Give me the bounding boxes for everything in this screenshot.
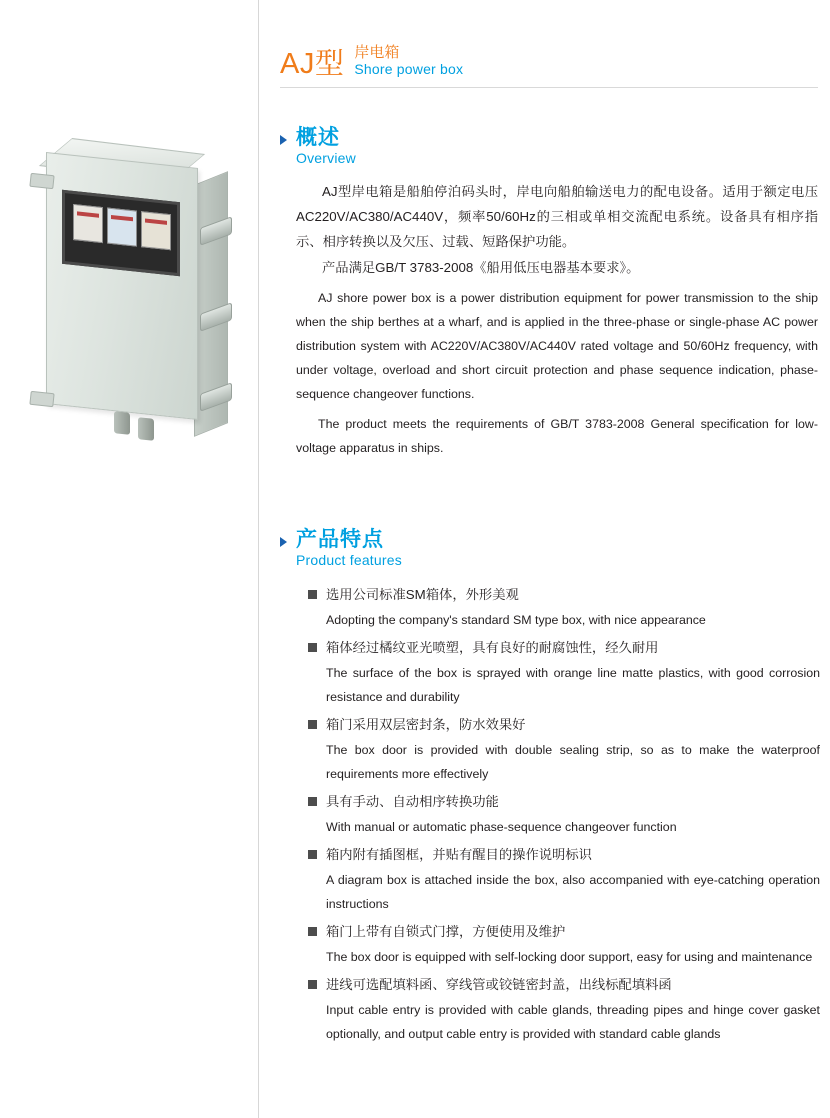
meter-bar xyxy=(111,215,133,221)
meter-bar xyxy=(77,211,99,217)
feature-text-en: The box door is equipped with self-locking door support, easy for using and maintenance xyxy=(326,950,813,965)
section-overview-title-en: Overview xyxy=(296,149,356,166)
meter-icon xyxy=(73,204,103,243)
feature-text-cn: 箱门采用双层密封条，防水效果好 xyxy=(326,717,526,733)
feature-text-en: The box door is provided with double sealing strip, so as to make the waterproof requirements more effectively xyxy=(326,743,820,782)
square-bullet-icon xyxy=(308,590,317,599)
feature-text-cn: 选用公司标准SM箱体，外形美观 xyxy=(326,587,519,603)
overview-paragraph-en-1: AJ shore power box is a power distribution equipment for power transmission to the ship when the ship berthes at a wharf, and is applied in the three-phase or single-phase AC power distribution system with AC220V/AC380V/AC440V rated voltage and 50/60Hz frequency, with under voltage, overload and short circuit protection and phase sequence indication, phase-sequence changeover functions. xyxy=(296,291,818,402)
feature-text-en: Adopting the company's standard SM type box, with nice appearance xyxy=(326,613,706,628)
triangle-right-icon xyxy=(280,537,287,547)
feature-text-cn: 箱体经过橘纹亚光喷塑，具有良好的耐腐蚀性，经久耐用 xyxy=(326,640,659,656)
overview-paragraph-en-2: The product meets the requirements of GB/T 3783-2008 General specification for low-voltage apparatus in ships. xyxy=(296,417,818,456)
overview-paragraph-cn-2: 产品满足GB/T 3783-2008《船用低压电器基本要求》。 xyxy=(322,260,640,276)
feature-cn-row xyxy=(308,583,820,607)
cable-gland-icon xyxy=(138,417,154,441)
feature-text-cn: 箱内附有插图框，并贴有醒目的操作说明标识 xyxy=(326,847,592,863)
section-features-titles xyxy=(296,528,402,569)
mounting-lug-icon xyxy=(29,391,54,407)
feature-cn-row xyxy=(308,636,820,660)
section-features xyxy=(280,528,818,1050)
product-model: AJ型 xyxy=(280,48,345,81)
cable-gland-icon xyxy=(114,411,130,435)
square-bullet-icon xyxy=(308,643,317,652)
square-bullet-icon xyxy=(308,850,317,859)
product-name-en: Shore power box xyxy=(354,61,464,78)
product-image-column xyxy=(0,0,258,1118)
feature-cn-row xyxy=(308,713,820,737)
overview-paragraph-cn-1: AJ型岸电箱是船舶停泊码头时，岸电向船舶输送电力的配电设备。适用于额定电压AC220V/AC380/AC440V，频率50/60Hz的三相或单相交流配电系统。设备具有相序指示、相序转换以及欠压、过载、短路保护功能。 xyxy=(296,184,818,250)
feature-text-cn: 具有手动、自动相序转换功能 xyxy=(326,794,499,810)
list-item xyxy=(308,713,820,786)
triangle-right-icon xyxy=(280,135,287,145)
feature-cn-row xyxy=(308,973,820,997)
list-item xyxy=(308,843,820,916)
square-bullet-icon xyxy=(308,797,317,806)
shore-power-box-photo xyxy=(18,140,244,450)
meter-icon xyxy=(141,211,171,250)
feature-text-cn: 箱门上带有自锁式门撑，方便使用及维护 xyxy=(326,924,566,940)
list-item xyxy=(308,790,820,839)
product-title-row xyxy=(280,44,818,79)
meter-icon xyxy=(107,208,137,247)
list-item xyxy=(308,973,820,1046)
section-overview-titles xyxy=(296,126,356,167)
feature-cn-row xyxy=(308,843,820,867)
feature-text-cn: 进线可选配填料函、穿线管或铰链密封盖，出线标配填料函 xyxy=(326,977,672,993)
mounting-lug-icon xyxy=(29,173,54,189)
square-bullet-icon xyxy=(308,927,317,936)
square-bullet-icon xyxy=(308,720,317,729)
product-name-group xyxy=(354,44,463,79)
square-bullet-icon xyxy=(308,980,317,989)
instrument-panel xyxy=(62,190,180,276)
title-divider xyxy=(280,87,818,88)
features-list xyxy=(308,583,820,1046)
product-name-cn: 岸电箱 xyxy=(354,44,400,61)
section-overview-title-cn: 概述 xyxy=(296,126,340,149)
column-divider xyxy=(258,0,259,1118)
feature-text-en: A diagram box is attached inside the box, also accompanied with eye-catching operation instructions xyxy=(326,873,820,912)
meter-bar xyxy=(145,219,167,225)
section-features-title-cn: 产品特点 xyxy=(296,528,384,551)
section-overview xyxy=(280,126,818,460)
product-title-block xyxy=(280,44,818,88)
feature-text-en: With manual or automatic phase-sequence changeover function xyxy=(326,820,677,835)
overview-body xyxy=(296,179,818,460)
section-overview-heading xyxy=(280,126,818,167)
section-features-heading xyxy=(280,528,818,569)
feature-cn-row xyxy=(308,920,820,944)
list-item xyxy=(308,920,820,969)
content-column xyxy=(272,0,818,1118)
list-item xyxy=(308,583,820,632)
feature-text-en: The surface of the box is sprayed with orange line matte plastics, with good corrosion resistance and durability xyxy=(326,666,820,705)
feature-text-en: Input cable entry is provided with cable glands, threading pipes and hinge cover gasket optionally, and output cable entry is provided with standard cable glands xyxy=(326,1003,820,1042)
list-item xyxy=(308,636,820,709)
section-features-title-en: Product features xyxy=(296,551,402,568)
feature-cn-row xyxy=(308,790,820,814)
